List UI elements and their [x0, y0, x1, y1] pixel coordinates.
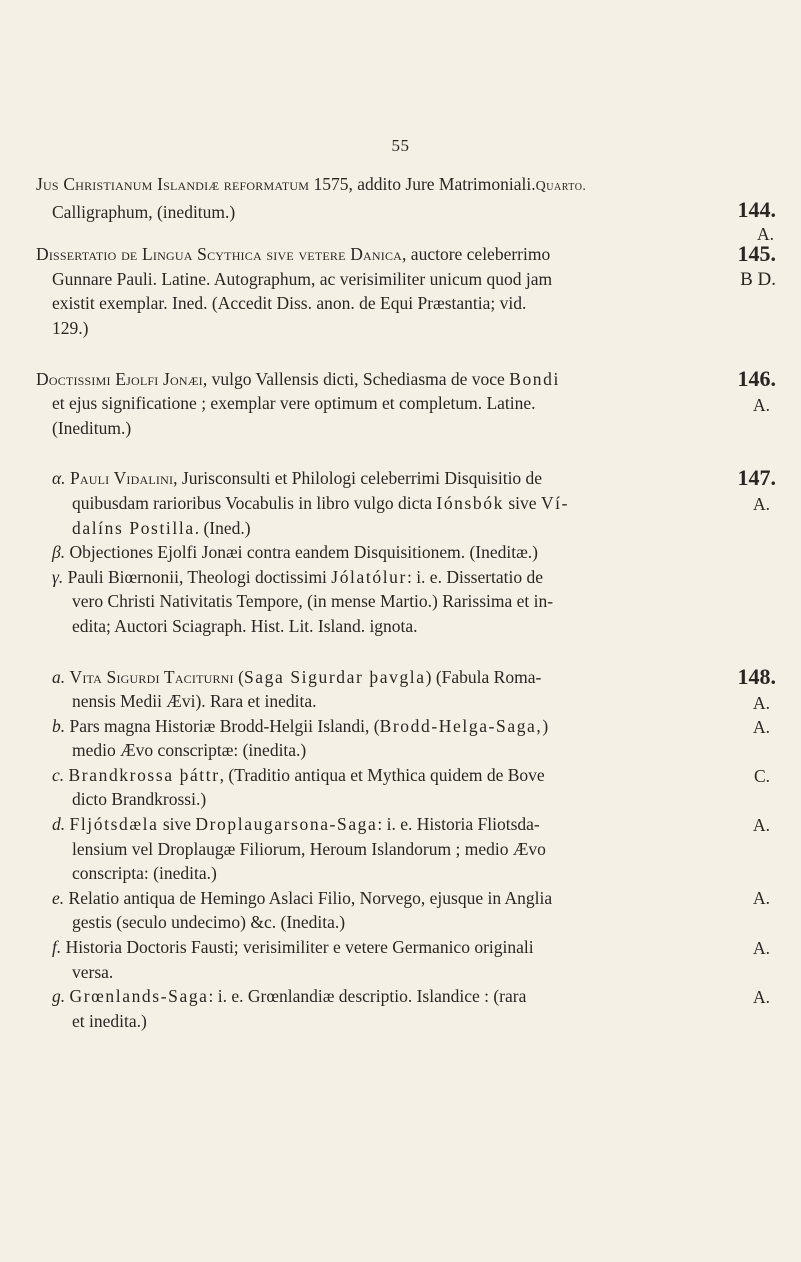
text: quibusdam rarioribus Vocabulis in libro vulgo dicta [72, 492, 437, 513]
item-label: g. [52, 986, 66, 1007]
item-label: β. [52, 542, 66, 563]
catalogue-number: 146. [737, 365, 776, 391]
entry-144-line-1 [36, 172, 776, 200]
line [36, 763, 776, 788]
text: gestis (seculo undecimo) &c. (Inedita.) [72, 912, 346, 933]
spaced-word: Iónsbók [436, 492, 504, 513]
item-label: γ. [52, 566, 64, 587]
text: 129.) [52, 317, 89, 338]
entry-146 [36, 367, 776, 441]
text: ) [542, 715, 549, 736]
text: medio Ævo conscriptæ: (inedita.) [72, 740, 307, 761]
location-code-d: A. [752, 814, 770, 835]
text: ( [233, 666, 244, 687]
catalogue-number: 148. [737, 663, 776, 689]
line [36, 291, 776, 316]
text: , auctore celeberrimo [402, 244, 551, 265]
location-code: A. [752, 494, 770, 515]
item-label: e. [52, 887, 65, 908]
location-code-a: A. [752, 692, 770, 713]
spaced-word: Brodd-Helga-Saga, [379, 715, 543, 736]
item-label: α. [52, 468, 66, 489]
text: Objectiones Ejolfi Jonæi contra eandem Disquisitionem. (Ineditæ.) [69, 542, 538, 563]
text: : i. e. Grœnlandiæ descriptio. Islandice : (rara [208, 986, 527, 1007]
text: (Ineditum.) [52, 417, 132, 438]
author: Pauli Vidalini [69, 468, 174, 489]
entry-144 [36, 172, 776, 244]
line [36, 614, 776, 639]
line [36, 910, 776, 935]
catalogue-number: 147. [737, 465, 776, 491]
line [36, 466, 776, 491]
item-label: b. [52, 715, 66, 736]
location-code-e: A. [752, 887, 770, 908]
spaced-word: Jólatólur [331, 566, 407, 587]
line [36, 367, 776, 392]
line [36, 267, 776, 292]
spaced-word: Brandkrossa þáttr [68, 764, 220, 785]
line [36, 416, 776, 441]
line [36, 391, 776, 416]
spaced-word: Grœnlands-Saga [69, 986, 209, 1007]
line [36, 787, 776, 812]
text: dicto Brandkrossi.) [72, 789, 207, 810]
text: et inedita.) [72, 1010, 147, 1031]
item-label: a. [52, 666, 66, 687]
location-code-c: C. [753, 765, 770, 786]
item-label: d. [52, 814, 66, 835]
text: sive [158, 814, 196, 835]
author: Doctissimi Ejolfi Jonæi [36, 368, 203, 389]
text: . (Ined.) [194, 517, 251, 538]
text: Historia Doctoris Fausti; verisimiliter e vetere Germanico originali [65, 937, 534, 958]
location-code-f: A. [752, 937, 770, 958]
line [36, 665, 776, 690]
text: Relatio antiqua de Hemingo Aslaci Filio, Norvego, ejusque in Anglia [68, 887, 553, 908]
catalogue-number: 144. [737, 197, 776, 222]
text: lensium vel Droplaugæ Filiorum, Heroum Islandorum ; medio Ævo [72, 838, 546, 859]
line [36, 589, 776, 614]
location-code: A. [756, 224, 774, 244]
line [36, 738, 776, 763]
text: , vulgo Vallensis dicti, Schediasma de voce [202, 368, 510, 389]
title: Dissertatio de Lingua Scythica sive vetere Danica [36, 244, 403, 265]
text: versa. [72, 961, 114, 982]
spaced-word: Fljótsdæla [69, 814, 159, 835]
catalogue-entries [36, 172, 776, 1053]
entry-144-line-2 [36, 197, 776, 225]
line [36, 886, 776, 911]
line [36, 491, 776, 516]
line [36, 565, 776, 590]
text: nensis Medii Ævi). Rara et inedita. [72, 691, 317, 712]
line [36, 714, 776, 739]
location-code: A. [752, 394, 770, 415]
spaced-word: Droplaugarsona-Saga [195, 814, 378, 835]
text: 1575, addito Jure Matrimoniali. [309, 174, 536, 194]
line [36, 1009, 776, 1034]
entry-148 [36, 665, 776, 1034]
spaced-word: Bondi [509, 368, 560, 389]
text: ) (Fabula Roma- [425, 666, 542, 687]
spaced-word: Ví- [540, 492, 570, 513]
text: , Jurisconsulti et Philologi celeberrimi Disquisitio de [173, 468, 543, 489]
catalogue-number: 145. [737, 241, 776, 267]
text: , (Traditio antiqua et Mythica quidem de Bove [219, 764, 545, 785]
text: vero Christi Nativitatis Tempore, (in mense Martio.) Rarissima et in- [72, 591, 554, 612]
text: conscripta: (inedita.) [72, 863, 217, 884]
line [36, 540, 776, 565]
line [36, 316, 776, 341]
format-label: Quarto. [535, 179, 587, 194]
text: : i. e. Dissertatio de [406, 566, 544, 587]
text: sive [503, 492, 541, 513]
text: existit exemplar. Ined. (Accedit Diss. anon. de Equi Præstantia; vid. [52, 293, 527, 314]
title: Jus Christianum Islandiæ reformatum [36, 174, 310, 194]
location-code-g: A. [752, 986, 770, 1007]
line [36, 861, 776, 886]
line [36, 812, 776, 837]
text: : i. e. Historia Fliotsda- [377, 814, 540, 835]
spaced-word: Saga Sigurdar þavgla [243, 666, 426, 687]
text: Pars magna Historiæ Brodd-Helgii Islandi, ( [69, 715, 380, 736]
line [36, 516, 776, 541]
line [36, 935, 776, 960]
line [36, 689, 776, 714]
entry-145 [36, 242, 776, 340]
page-number: 55 [391, 136, 410, 155]
line [36, 837, 776, 862]
location-code: B D. [740, 269, 776, 291]
line [36, 960, 776, 985]
spaced-word: dalíns Postilla [72, 517, 195, 538]
item-label: c. [52, 764, 65, 785]
text: et ejus significatione ; exemplar vere optimum et completum. Latine. [52, 393, 536, 414]
entry-147 [36, 466, 776, 638]
text: edita; Auctori Sciagraph. Hist. Lit. Island. ignota. [72, 615, 418, 636]
line [36, 242, 776, 267]
text: Calligraphum, (ineditum.) [52, 201, 236, 222]
location-code-b: A. [752, 716, 770, 737]
text: Gunnare Pauli. Latine. Autographum, ac verisimiliter unicum quod jam [52, 268, 553, 289]
title: Vita Sigurdi Taciturni [69, 666, 234, 687]
line [36, 984, 776, 1009]
item-label: f. [52, 937, 62, 958]
text: Pauli Biœrnonii, Theologi doctissimi [67, 566, 332, 587]
